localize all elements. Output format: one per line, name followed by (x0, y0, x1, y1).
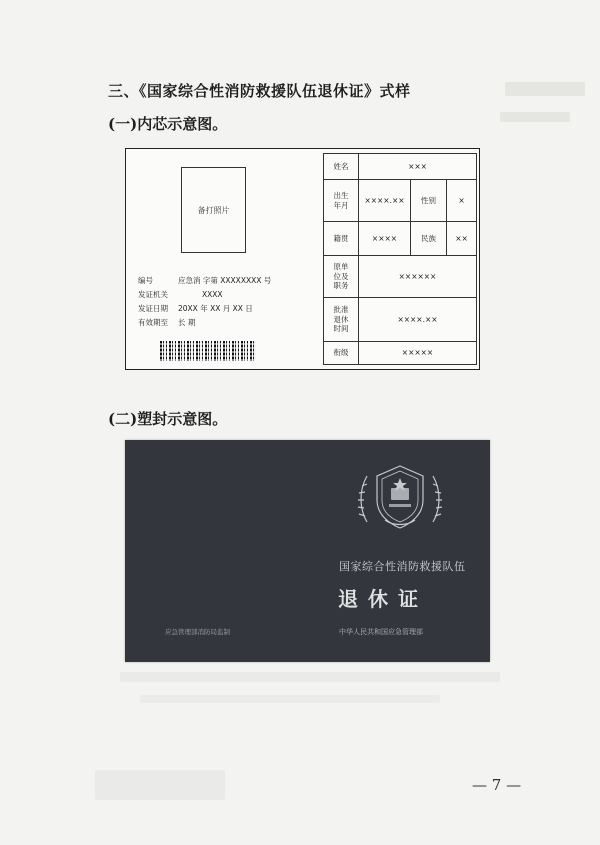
table-row (324, 222, 476, 256)
info-value: 应急消 字第 XXXXXXXX 号 (178, 276, 272, 285)
info-label: 编号 (138, 276, 153, 285)
info-table (323, 153, 477, 365)
table-row (324, 342, 476, 364)
table-label: 出生年月 (333, 191, 349, 210)
info-value: XXXX (202, 290, 223, 299)
info-label: 发证日期 (138, 304, 168, 313)
photo-box (181, 167, 246, 253)
show-through (140, 695, 440, 703)
cover-ministry: 中华人民共和国应急管理部 (339, 628, 423, 636)
table-label: 民族 (410, 222, 446, 255)
table-row (324, 298, 476, 342)
show-through (505, 82, 585, 96)
inner-card (125, 148, 480, 370)
show-through (120, 672, 500, 682)
info-value: 20XX 年 XX 月 XX 日 (178, 304, 253, 313)
table-row (324, 180, 476, 222)
info-label: 有效期至 (138, 318, 168, 327)
emblem-icon (355, 460, 445, 532)
table-row (324, 154, 476, 180)
table-row (324, 256, 476, 298)
photo-label: 备打照片 (197, 205, 230, 215)
info-line-number (138, 275, 271, 286)
table-value: ××××.×× (358, 298, 476, 341)
show-through (500, 112, 570, 122)
info-line-issuer (138, 289, 223, 300)
page-number: — 7 — (472, 776, 522, 794)
table-value: ××× (358, 154, 476, 179)
table-label: 性别 (410, 180, 446, 221)
info-value: 长 期 (178, 318, 196, 327)
cover-supervisor: 应急管理部消防局监制 (165, 628, 230, 636)
table-label: 姓名 (333, 161, 349, 171)
cover-organization: 国家综合性消防救援队伍 (339, 560, 466, 573)
subheading-inner: (一)内芯示意图。 (108, 115, 228, 133)
info-line-valid (138, 317, 195, 328)
table-value: ×××××× (358, 256, 476, 297)
section-heading: 三、《国家综合性消防救援队伍退休证》式样 (108, 82, 411, 100)
show-through (95, 770, 225, 800)
table-label: 原单位及职务 (333, 262, 349, 291)
table-value: ××××× (358, 342, 476, 364)
table-label: 籍贯 (333, 233, 349, 243)
table-value: × (446, 180, 476, 221)
info-line-date (138, 303, 253, 314)
info-label: 发证机关 (138, 290, 168, 299)
table-value: ××××.×× (358, 180, 410, 221)
barcode (160, 341, 256, 361)
table-value: ×× (446, 222, 476, 255)
cover-title: 退休证 (338, 587, 428, 611)
subheading-cover: (二)塑封示意图。 (108, 410, 228, 428)
cover-card (125, 440, 490, 662)
table-label: 衔级 (333, 348, 349, 358)
table-value: ×××× (358, 222, 410, 255)
table-label: 批准退休时间 (333, 305, 349, 334)
